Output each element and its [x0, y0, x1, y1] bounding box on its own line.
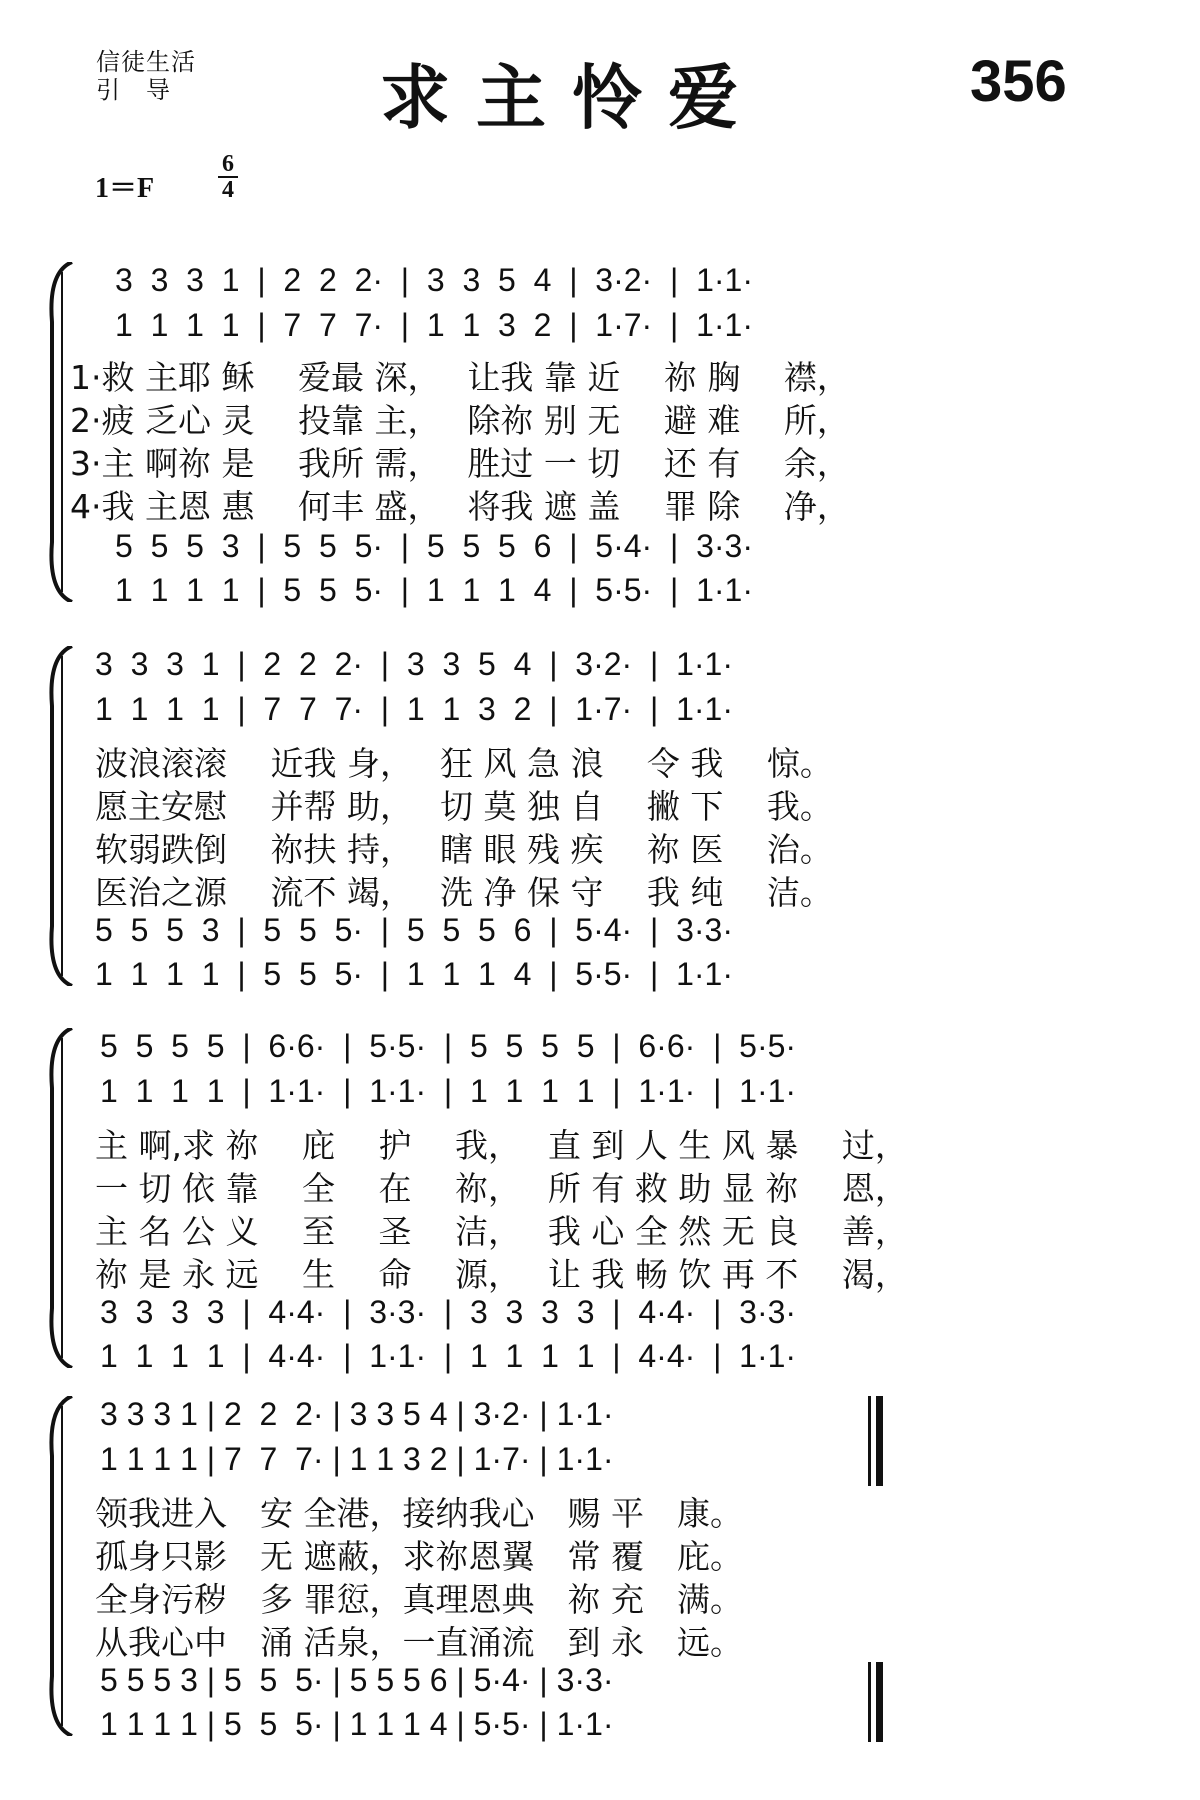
- soprano-notes: 3 3 3 1 | 2 2 2· | 3 3 5 4 | 3·2· | 1·1·: [95, 646, 733, 682]
- alto-notes: 1 1 1 1 | 7 7 7· | 1 1 3 2 | 1·7· | 1·1·: [115, 307, 753, 343]
- lyric-line: [0, 1120, 1200, 1165]
- score-system-2: [0, 646, 1200, 992]
- lyric-verse-2: 一 切 依 靠 全 在 祢， 所 有 救 助 显 祢 恩，: [95, 1169, 908, 1208]
- tenor-line: [0, 912, 1200, 952]
- category-line-1: 信徒生活: [96, 48, 196, 76]
- tenor-notes: 5 5 5 3 | 5 5 5· | 5 5 5 6 | 5·4· | 3·3·: [115, 528, 753, 564]
- alto-line: [0, 691, 1200, 731]
- final-barline-thick: [876, 1396, 883, 1486]
- lyric-line: [0, 1488, 1200, 1533]
- lyric-verse-1: 领我进入 安 全港，接纳我心 赐 平 康。: [95, 1494, 743, 1533]
- final-barline-thick: [876, 1662, 883, 1742]
- lyric-line: [0, 824, 1200, 869]
- bass-notes: 1 1 1 1 | 4·4· | 1·1· | 1 1 1 1 | 4·4· | 1·1·: [100, 1338, 797, 1374]
- lyric-verse-3: 软弱跌倒 祢扶 持， 瞎 眼 残 疾 祢 医 治。: [95, 830, 833, 869]
- lyric-line: [0, 438, 1200, 483]
- system-brace: [40, 646, 80, 986]
- lyric-line: [0, 1617, 1200, 1662]
- system-brace: [40, 1396, 80, 1736]
- lyric-line: [0, 395, 1200, 440]
- lyric-verse-1: 1·救 主耶 稣 爱最 深， 让我 靠 近 祢 胸 襟，: [70, 358, 850, 397]
- score-system-3: [0, 1028, 1200, 1374]
- final-barline-thin: [868, 1662, 871, 1742]
- lyric-verse-4: 从我心中 涌 活泉，一直涌流 到 永 远。: [95, 1623, 743, 1662]
- lyric-line: [0, 1206, 1200, 1251]
- lyric-line: [0, 481, 1200, 526]
- bass-line: [0, 956, 1200, 996]
- lyric-line: [0, 1574, 1200, 1619]
- system-brace: [40, 262, 80, 602]
- lyric-verse-1: 主 啊,求 祢 庇 护 我， 直 到 人 生 风 暴 过，: [95, 1126, 908, 1165]
- soprano-line: [0, 1396, 1200, 1436]
- alto-line: [0, 1441, 1200, 1481]
- soprano-line: [0, 1028, 1200, 1068]
- lyric-verse-2: 2·疲 乏心 灵 投靠 主， 除祢 别 无 避 难 所，: [70, 401, 850, 440]
- lyric-line: [0, 1531, 1200, 1576]
- lyric-line: [0, 1163, 1200, 1208]
- lyric-verse-3: 主 名 公 义 至 圣 洁， 我 心 全 然 无 良 善，: [95, 1212, 908, 1251]
- tenor-line: [0, 528, 1200, 568]
- lyric-verse-3: 3·主 啊祢 是 我所 需， 胜过 一 切 还 有 余，: [70, 444, 850, 483]
- alto-line: [0, 1073, 1200, 1113]
- bass-line: [0, 1338, 1200, 1378]
- time-signature-top: 6: [222, 151, 234, 177]
- time-signature-bottom: 4: [218, 176, 238, 202]
- time-signature: [218, 152, 238, 202]
- tenor-notes: 3 3 3 3 | 4·4· | 3·3· | 3 3 3 3 | 4·4· | 3·3·: [100, 1294, 797, 1330]
- lyric-verse-3: 全身污秽 多 罪愆，真理恩典 祢 充 满。: [95, 1580, 743, 1619]
- soprano-line: [0, 646, 1200, 686]
- lyric-line: [0, 867, 1200, 912]
- soprano-notes: 3 3 3 1 | 2 2 2· | 3 3 5 4 | 3·2· | 1·1·: [115, 262, 753, 298]
- tenor-notes: 5 5 5 3 | 5 5 5· | 5 5 5 6 | 5·4· | 3·3·: [100, 1662, 614, 1698]
- lyric-line: [0, 738, 1200, 783]
- hymn-category: [96, 48, 196, 104]
- tenor-line: [0, 1294, 1200, 1334]
- lyric-verse-4: 4·我 主恩 惠 何丰 盛， 将我 遮 盖 罪 除 净，: [70, 487, 850, 526]
- bass-notes: 1 1 1 1 | 5 5 5· | 1 1 1 4 | 5·5· | 1·1·: [100, 1706, 614, 1742]
- bass-line: [0, 1706, 1200, 1746]
- soprano-notes: 3 3 3 1 | 2 2 2· | 3 3 5 4 | 3·2· | 1·1·: [100, 1396, 614, 1432]
- score-system-4: [0, 1396, 1200, 1742]
- tenor-line: [0, 1662, 1200, 1702]
- bass-line: [0, 572, 1200, 612]
- lyric-verse-2: 愿主安慰 并帮 助， 切 莫 独 自 撇 下 我。: [95, 787, 833, 826]
- key-signature: 1＝F: [95, 173, 155, 204]
- tenor-notes: 5 5 5 3 | 5 5 5· | 5 5 5 6 | 5·4· | 3·3·: [95, 912, 733, 948]
- hymn-title: 求主怜爱: [380, 56, 764, 139]
- lyric-line: [0, 352, 1200, 397]
- score-system-1: [0, 262, 1200, 608]
- final-barline-thin: [868, 1396, 871, 1486]
- category-line-2: 引 导: [96, 76, 171, 104]
- alto-notes: 1 1 1 1 | 7 7 7· | 1 1 3 2 | 1·7· | 1·1·: [95, 691, 733, 727]
- lyric-verse-4: 祢 是 永 远 生 命 源， 让 我 畅 饮 再 不 渴，: [95, 1255, 908, 1294]
- lyric-line: [0, 1249, 1200, 1294]
- lyric-verse-2: 孤身只影 无 遮蔽，求祢恩翼 常 覆 庇。: [95, 1537, 743, 1576]
- bass-notes: 1 1 1 1 | 5 5 5· | 1 1 1 4 | 5·5· | 1·1·: [95, 956, 733, 992]
- bass-notes: 1 1 1 1 | 5 5 5· | 1 1 1 4 | 5·5· | 1·1·: [115, 572, 753, 608]
- hymn-number: 356: [970, 49, 1067, 114]
- system-brace: [40, 1028, 80, 1368]
- alto-notes: 1 1 1 1 | 1·1· | 1·1· | 1 1 1 1 | 1·1· | 1·1·: [100, 1073, 797, 1109]
- lyric-line: [0, 781, 1200, 826]
- lyric-verse-4: 医治之源 流不 竭， 洗 净 保 守 我 纯 洁。: [95, 873, 833, 912]
- lyric-verse-1: 波浪滚滚 近我 身， 狂 风 急 浪 令 我 惊。: [95, 744, 833, 783]
- alto-line: [0, 307, 1200, 347]
- alto-notes: 1 1 1 1 | 7 7 7· | 1 1 3 2 | 1·7· | 1·1·: [100, 1441, 614, 1477]
- soprano-line: [0, 262, 1200, 302]
- soprano-notes: 5 5 5 5 | 6·6· | 5·5· | 5 5 5 5 | 6·6· | 5·5·: [100, 1028, 797, 1064]
